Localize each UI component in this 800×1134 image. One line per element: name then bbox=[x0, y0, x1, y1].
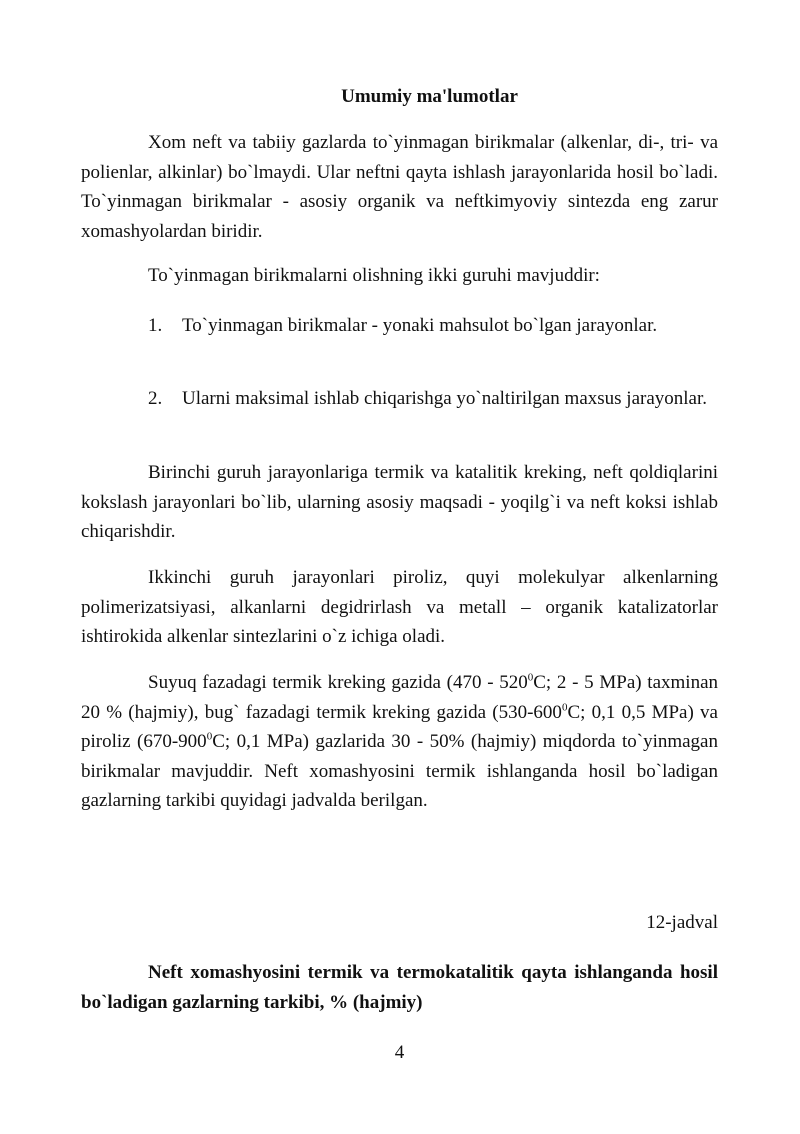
numbered-list bbox=[148, 311, 708, 341]
paragraph-2: To`yinmagan birikmalarni olishning ikki guruhi mavjuddir: bbox=[148, 265, 600, 286]
p5-part-c: C; 0,1 0,5 MPa) va piroliz (670-900 bbox=[81, 701, 718, 752]
list-text: Ularni maksimal ishlab chiqarishga yo`naltirilgan maxsus jarayonlar. bbox=[182, 388, 708, 409]
table-title: Neft xomashyosini termik va termokatalitik qayta ishlanganda hosil bo`ladigan gazlarning tarkibi, % (hajmiy) bbox=[81, 962, 718, 1013]
page-number: 4 bbox=[394, 1042, 405, 1063]
numbered-list bbox=[148, 384, 708, 414]
list-item bbox=[148, 384, 708, 414]
section-title: Umumiy ma'lumotlar bbox=[341, 86, 518, 107]
p5-part-d: C; 0,1 MPa) gazlarida 30 - 50% (hajmiy) miqdorda to`yinmagan birikmalar mavjuddir. Neft xomashyosini termik ishlanganda hosil bo`ladigan gazlarning tarkibi quyidagi jadvalda berilgan. bbox=[81, 731, 718, 811]
paragraph-4: Ikkinchi guruh jarayonlari piroliz, quyi molekulyar alkenlarning polimerizatsiyasi, alkanlarni degidrirlash va metall – organik katalizatorlar ishtirokida alkenlar sintezlarini o`z ichiga oladi. bbox=[81, 567, 718, 647]
paragraph-1: Xom neft va tabiiy gazlarda to`yinmagan birikmalar (alkenlar, di-, tri- va polienlar, alkinlar) bo`lmaydi. Ular neftni qayta ishlash jarayonlarida hosil bo`ladi. To`yinmagan birikmalar - asosiy organik va neftkimyoviy sintezda eng zarur xomashyolardan biridir. bbox=[81, 132, 718, 242]
p5-part-a: Suyuq fazadagi termik kreking gazida (470 - 520 bbox=[148, 672, 528, 693]
list-number: 2. bbox=[148, 388, 163, 409]
table-caption: 12-jadval bbox=[646, 912, 718, 933]
paragraph-3: Birinchi guruh jarayonlariga termik va katalitik kreking, neft qoldiqlarini kokslash jarayonlari bo`lib, ularning asosiy maqsadi - yoqilg`i va neft koksi ishlab chiqarishdir. bbox=[81, 462, 718, 542]
list-text: To`yinmagan birikmalar - yonaki mahsulot bo`lgan jarayonlar. bbox=[182, 315, 658, 336]
paragraph-5 bbox=[81, 668, 718, 816]
degree-sup: 0 bbox=[527, 671, 534, 684]
degree-sup: 0 bbox=[561, 701, 568, 714]
list-item bbox=[148, 311, 708, 341]
p5-part-b: C; 2 - 5 MPa) taxminan 20 % (hajmiy), bug` fazadagi termik kreking gazida (530-600 bbox=[81, 672, 719, 723]
list-number: 1. bbox=[148, 315, 163, 336]
degree-sup: 0 bbox=[206, 730, 213, 743]
